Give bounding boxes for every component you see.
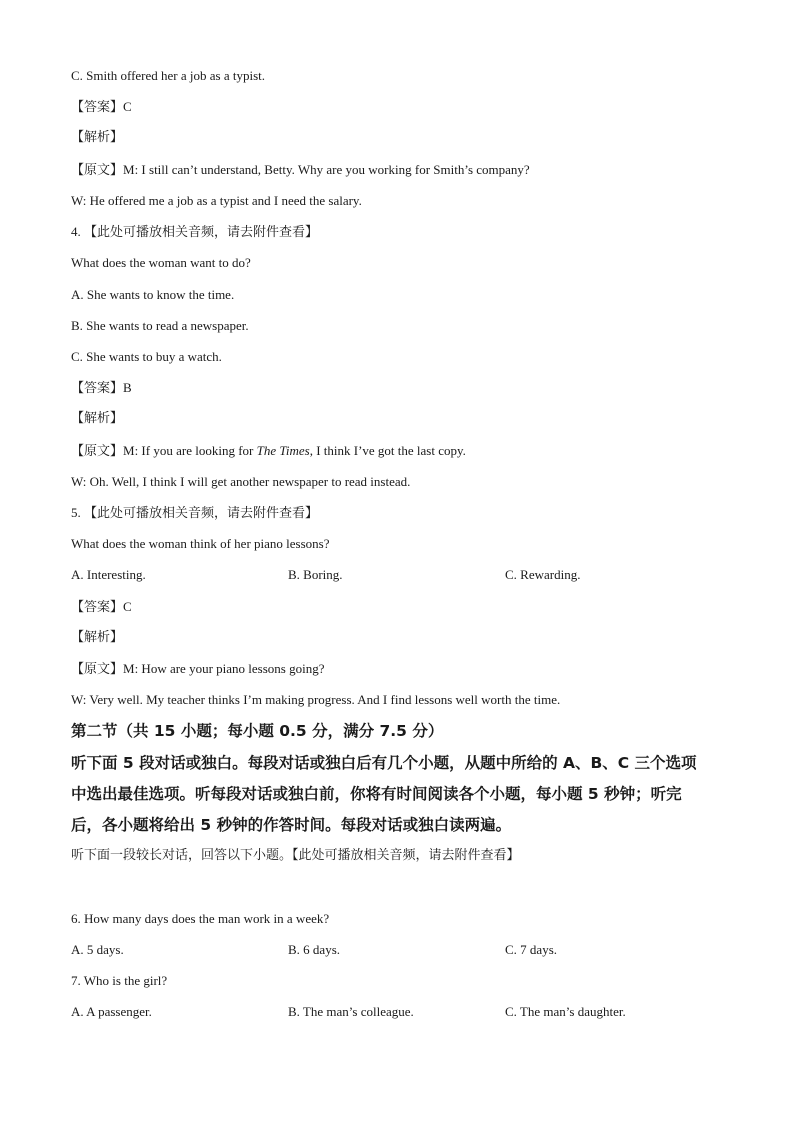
- answer-value: C: [123, 99, 132, 114]
- q3-option-c: C. Smith offered her a job as a typist.: [71, 68, 266, 83]
- q6-option-b: B. 6 days.: [288, 942, 340, 957]
- question-number: 4.: [71, 224, 84, 239]
- answer-label: 【答案】: [71, 381, 124, 396]
- audio-note: 【此处可播放相关音频，请去附件查看】: [84, 225, 319, 240]
- transcript-text-rest: , I think I’ve got the last copy.: [309, 443, 466, 458]
- newspaper-title: The Times: [256, 443, 310, 458]
- q4-answer: [71, 379, 132, 398]
- q5-header: [71, 504, 318, 523]
- q5-answer: [71, 598, 132, 617]
- q5-question: What does the woman think of her piano lessons?: [71, 536, 330, 551]
- q4-header: [71, 223, 318, 242]
- answer-value: B: [123, 380, 132, 395]
- answer-label: 【答案】: [71, 100, 124, 115]
- section-instructions-line-1: 听下面 5 段对话或独白。每段对话或独白后有几个小题，从题中所给的 A、B、C 三个选项: [71, 754, 697, 772]
- transcript-label: 【原文】: [71, 444, 124, 459]
- q4-question: What does the woman want to do?: [71, 255, 251, 270]
- audio-note: 【此处可播放相关音频，请去附件查看】: [84, 506, 319, 521]
- transcript-label: 【原文】: [71, 662, 124, 677]
- q4-analysis-label: 【解析】: [71, 411, 124, 426]
- q4-option-b: B. She wants to read a newspaper.: [71, 318, 249, 333]
- q4-transcript-w: W: Oh. Well, I think I will get another newspaper to read instead.: [71, 474, 411, 489]
- transcript-text: M: If you are looking for: [123, 443, 257, 458]
- question-number: 5.: [71, 505, 84, 520]
- q6-question: 6. How many days does the man work in a week?: [71, 911, 330, 926]
- section-instructions-line-3: 后，各小题将给出 5 秒钟的作答时间。每段对话或独白读两遍。: [71, 816, 512, 834]
- q3-transcript-m: [71, 161, 530, 180]
- q5-option-b: B. Boring.: [288, 567, 343, 582]
- q5-option-c: C. Rewarding.: [505, 567, 581, 582]
- q5-analysis-label: 【解析】: [71, 630, 124, 645]
- q5-option-a: A. Interesting.: [71, 567, 146, 582]
- answer-value: C: [123, 599, 132, 614]
- q3-answer: [71, 98, 132, 117]
- q4-option-a: A. She wants to know the time.: [71, 287, 235, 302]
- q7-option-a: A. A passenger.: [71, 1004, 152, 1019]
- q3-transcript-w: W: He offered me a job as a typist and I need the salary.: [71, 193, 362, 208]
- q7-option-b: B. The man’s colleague.: [288, 1004, 414, 1019]
- q6-option-a: A. 5 days.: [71, 942, 124, 957]
- transcript-text: M: How are your piano lessons going?: [123, 661, 325, 676]
- section-instructions-line-2: 中选出最佳选项。听每段对话或独白前，你将有时间阅读各个小题，每小题 5 秒钟；听完: [71, 785, 682, 803]
- transcript-label: 【原文】: [71, 163, 124, 178]
- q6-option-c: C. 7 days.: [505, 942, 557, 957]
- q4-transcript-m: [71, 442, 466, 461]
- transcript-text: M: I still can’t understand, Betty. Why are you working for Smith’s company?: [123, 162, 530, 177]
- q3-analysis-label: 【解析】: [71, 130, 124, 145]
- section-title: 第二节（共 15 小题；每小题 0.5 分，满分 7.5 分）: [71, 722, 444, 740]
- q7-question: 7. Who is the girl?: [71, 973, 168, 988]
- q5-transcript-w: W: Very well. My teacher thinks I’m making progress. And I find lessons well worth the time.: [71, 692, 561, 707]
- q5-transcript-m: [71, 660, 324, 679]
- dialogue-intro: 听下面一段较长对话，回答以下小题。【此处可播放相关音频，请去附件查看】: [71, 848, 520, 863]
- answer-label: 【答案】: [71, 600, 124, 615]
- q7-option-c: C. The man’s daughter.: [505, 1004, 626, 1019]
- q4-option-c: C. She wants to buy a watch.: [71, 349, 222, 364]
